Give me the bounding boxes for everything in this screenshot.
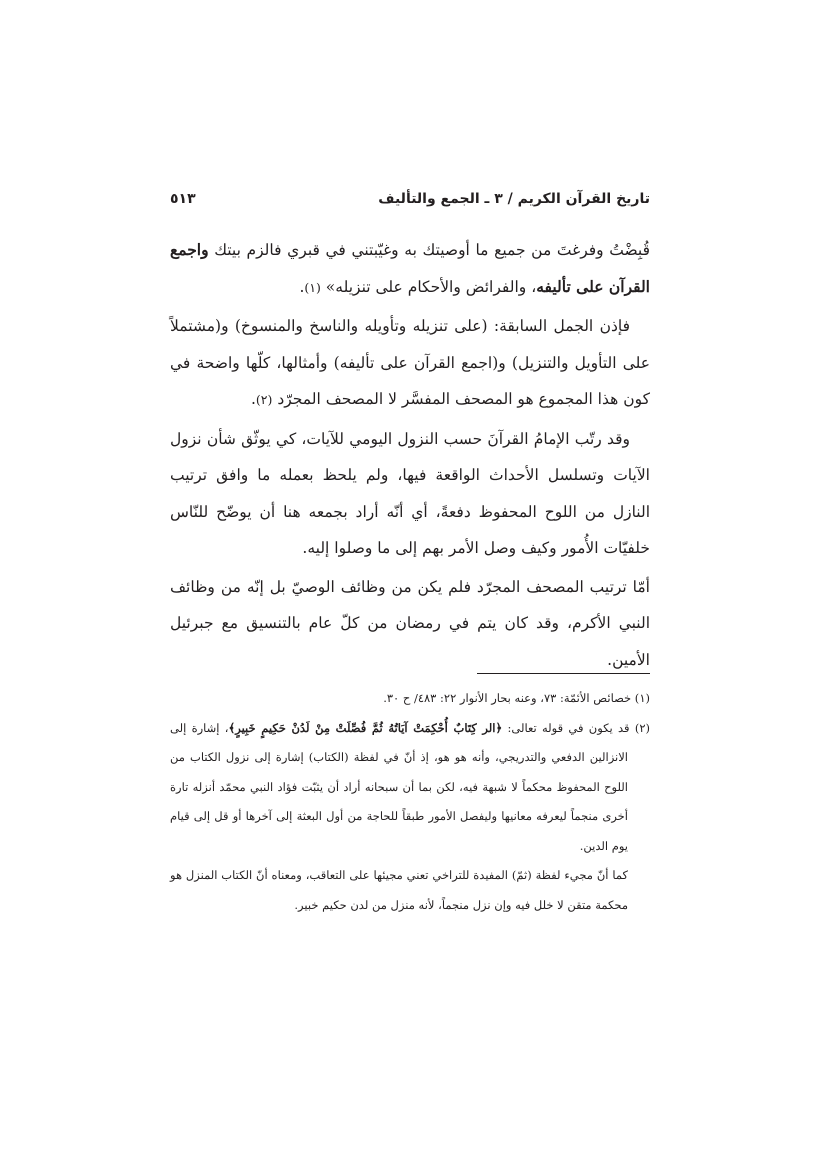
p2-text: فإذن الجمل السابقة: (على تنزيله وتأويله والناسخ والمنسوخ) و(مشتملاً على التأويل والتنزيل) و(اجمع القرآن على تأليفه) وأمثالها، كلّها واضحة في كون هذا المجموع هو المصحف المفسَّر لا المصحف المجرّد <box>170 317 650 408</box>
footnote-2 <box>170 714 650 862</box>
running-title: تاريخ القرآن الكريم / ٣ ـ الجمع والتأليف <box>378 191 650 207</box>
footnote-ref-1: (١) <box>304 279 321 295</box>
paragraph-4: أمّا ترتيب المصحف المجرّد فلم يكن من وظائف الوصيّ بل إنّه من وظائف النبي الأكرم، وقد كان يتم في رمضان من كلّ عام بالتنسيق مع جبرئيل الأمين. <box>170 577 650 669</box>
main-text <box>170 232 650 678</box>
footnote-2-body: ، إشارة إلى الانزالين الدفعي والتدريجي، وأنه هو هو، إذ أنّ في لفظة (الكتاب) إشارة إلى نزول الكتاب من اللوح المحفوظ محكماً لا شبهة فيه، لكن بما أن سبحانه أراد أن يثبّت فؤاد النبي محمّد أنزله تارة أخرى منجماً ليعرفه معانيها وليفصل الأمور طبقاً للحاجة من أول البعثة إلى آخرها أو قل إلى قيام يوم الدين. <box>170 720 628 853</box>
footnote-1: (١) خصائص الأئمّة: ٧٣، وعنه بحار الأنوار ٢٢: ٤٨٣/ ح ٣٠. <box>383 691 650 705</box>
p1-text-a: قُبِضْتُ وفرغتَ من جميع ما أوصيتك به وغيّبتني في قبري فالزم بيتك <box>208 241 650 259</box>
p2-end: . <box>250 390 256 408</box>
p1-text-b: ، والفرائض والأحكام على تنزيله» <box>320 277 537 296</box>
p1-end: . <box>299 277 305 296</box>
paragraph-3: وقد رتّب الإمامُ القرآنَ حسب النزول اليومي للآيات، كي يوثّق شأن نزول الآيات وتسلسل الأحداث الواقعة فيها، ولم يلحظ بعمله ما وافق ترتيب النازل من اللوح المحفوظ دفعةً، أي أنّه أراد بجمعه هنا أن يوضّح للنّاس خلفيّات الأُمور وكيف وصل الأمر بهم إلى ما وصلوا إليه. <box>170 429 650 557</box>
running-header <box>170 184 650 214</box>
page-number: ٥١٣ <box>170 191 196 207</box>
p1-bold-text: واجمع القرآن على تأليفه <box>170 240 650 296</box>
paragraph-1 <box>170 232 650 306</box>
footnotes <box>170 684 650 920</box>
quran-verse: ﴿الر كِتَابٌ أُحْكِمَتْ آيَاتُهُ ثُمَّ فُصِّلَتْ مِنْ لَدُنْ حَكِيمٍ خَبِيرٍ﴾ <box>228 720 503 735</box>
footnote-separator <box>477 673 650 674</box>
footnote-2-intro: (٢) قد يكون في قوله تعالى: <box>502 720 650 735</box>
footnote-ref-2: (٢) <box>255 392 273 407</box>
paragraph-2 <box>170 308 650 419</box>
footnote-2-continuation: كما أنّ مجيء لفظة (ثمّ) المفيدة للتراخي تعني مجيئها على التعاقب، ومعناه أنّ الكتاب المنزل هو محكمة متقن لا خلل فيه وإن نزل منجماً، لأنه منزل من لدن حكيم خبير. <box>170 868 628 912</box>
